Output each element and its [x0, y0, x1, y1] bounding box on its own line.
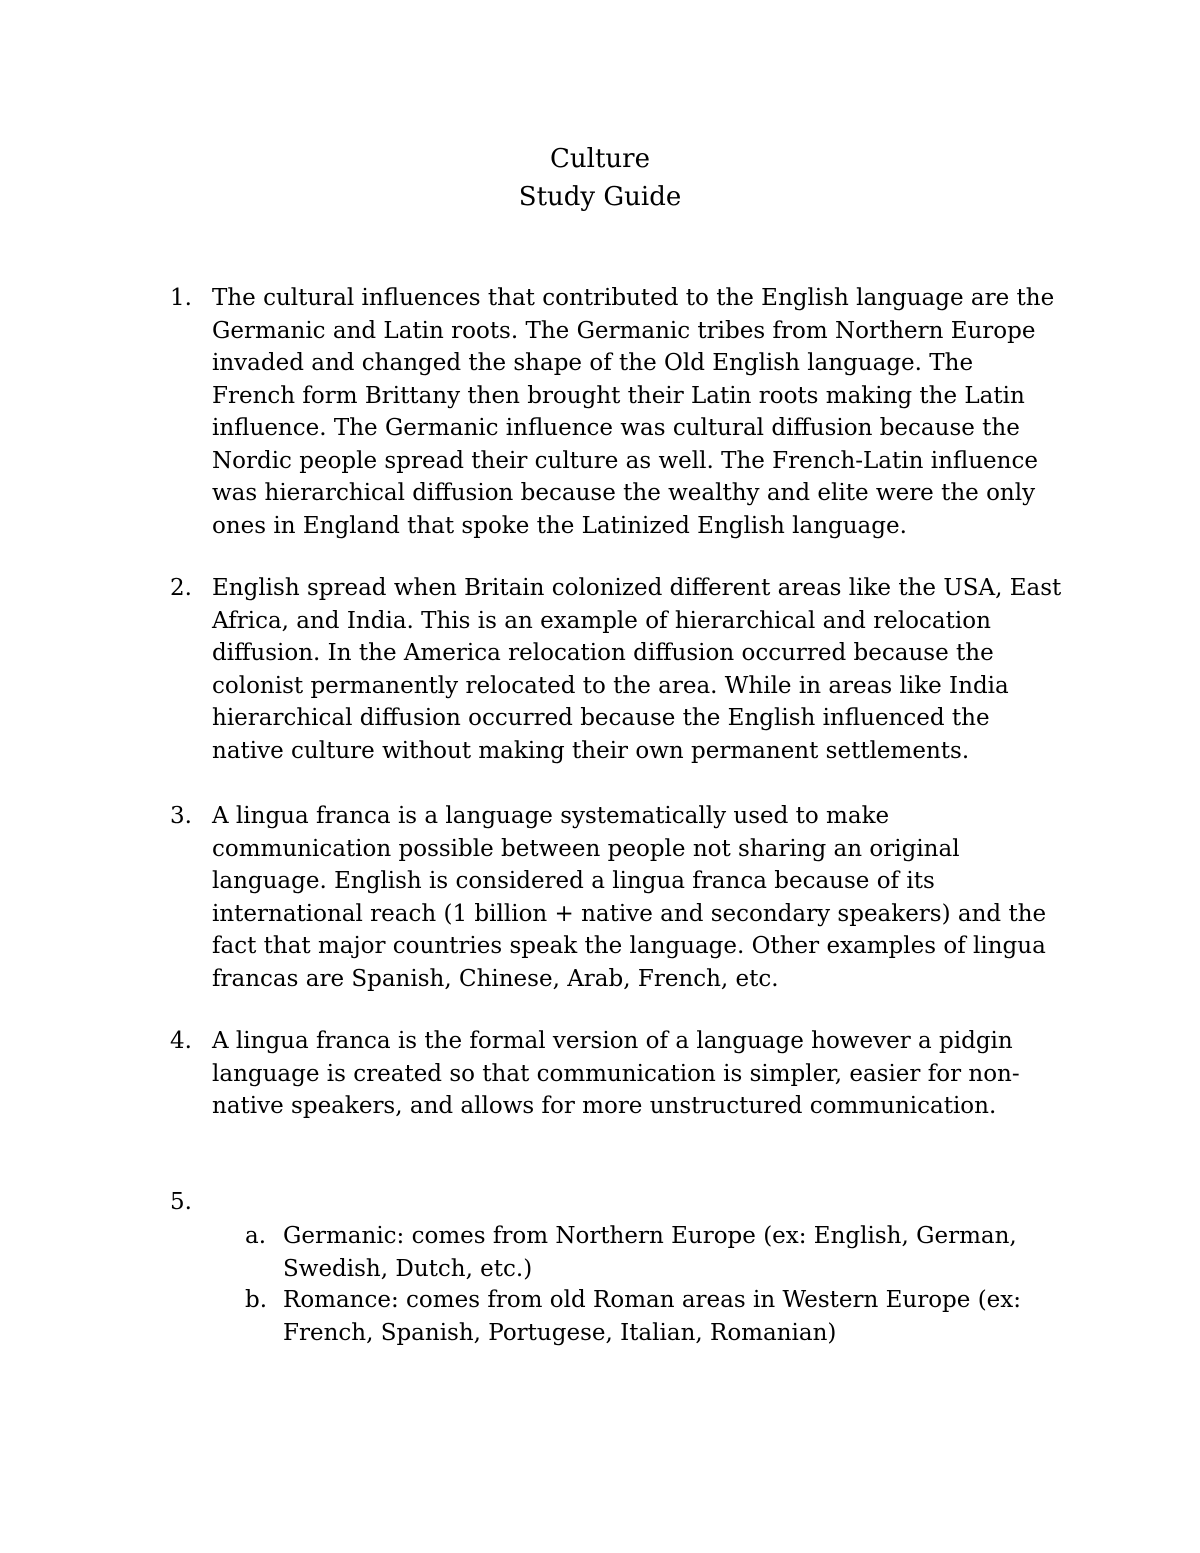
page-title: Culture	[550, 144, 650, 174]
sub-list-item-letter: b.	[245, 1287, 268, 1313]
page-subtitle: Study Guide	[518, 182, 682, 212]
list-item-text: The cultural influences that contributed to the English language are the Germanic and Latin roots. The Germanic tribes from Northern Europe invaded and changed the shape of the Old English language. The French form Brittany then brought their Latin roots making the Latin influence. The Germanic influence was cultural diffusion because the Nordic people spread their culture as well. The French-Latin influence was hierarchical diffusion because the wealthy and elite were the only ones in England that spoke the Latinized English language.	[212, 285, 1055, 539]
sub-list-item-text: Romance: comes from old Roman areas in Western Europe (ex: French, Spanish, Portugese, Italian, Romanian)	[283, 1287, 1022, 1346]
sub-list-item-a	[245, 1220, 1045, 1285]
sub-list-item-letter: a.	[245, 1223, 267, 1249]
list-item-number: 4.	[170, 1028, 192, 1054]
list-item-number: 3.	[170, 803, 192, 829]
title-block	[0, 140, 1200, 216]
list-item-number: 1.	[170, 285, 192, 311]
sub-list-item-b	[245, 1284, 1045, 1349]
list-item-4	[170, 1025, 1070, 1123]
list-item-text: English spread when Britain colonized different areas like the USA, East Africa, and India. This is an example of hierarchical and relocation diffusion. In the America relocation diffusion occurred because the colonist permanently relocated to the area. While in areas like India hierarchical diffusion occurred because the English influenced the native culture without making their own permanent settlements.	[212, 575, 1062, 764]
list-item-2	[170, 572, 1070, 767]
list-item-text: A lingua franca is the formal version of a language however a pidgin language is created so that communication is simpler, easier for non-native speakers, and allows for more unstructured communication.	[212, 1028, 1020, 1119]
list-item-text: A lingua franca is a language systematically used to make communication possible between people not sharing an original language. English is considered a lingua franca because of its international reach (1 billion + native and secondary speakers) and the fact that major countries speak the language. Other examples of lingua francas are Spanish, Chinese, Arab, French, etc.	[212, 803, 1047, 992]
list-item-number: 2.	[170, 575, 192, 601]
list-item-3	[170, 800, 1070, 995]
sub-list-item-text: Germanic: comes from Northern Europe (ex: English, German, Swedish, Dutch, etc.)	[283, 1223, 1017, 1282]
list-item-number: 5.	[170, 1189, 192, 1215]
list-item-1	[170, 282, 1070, 542]
